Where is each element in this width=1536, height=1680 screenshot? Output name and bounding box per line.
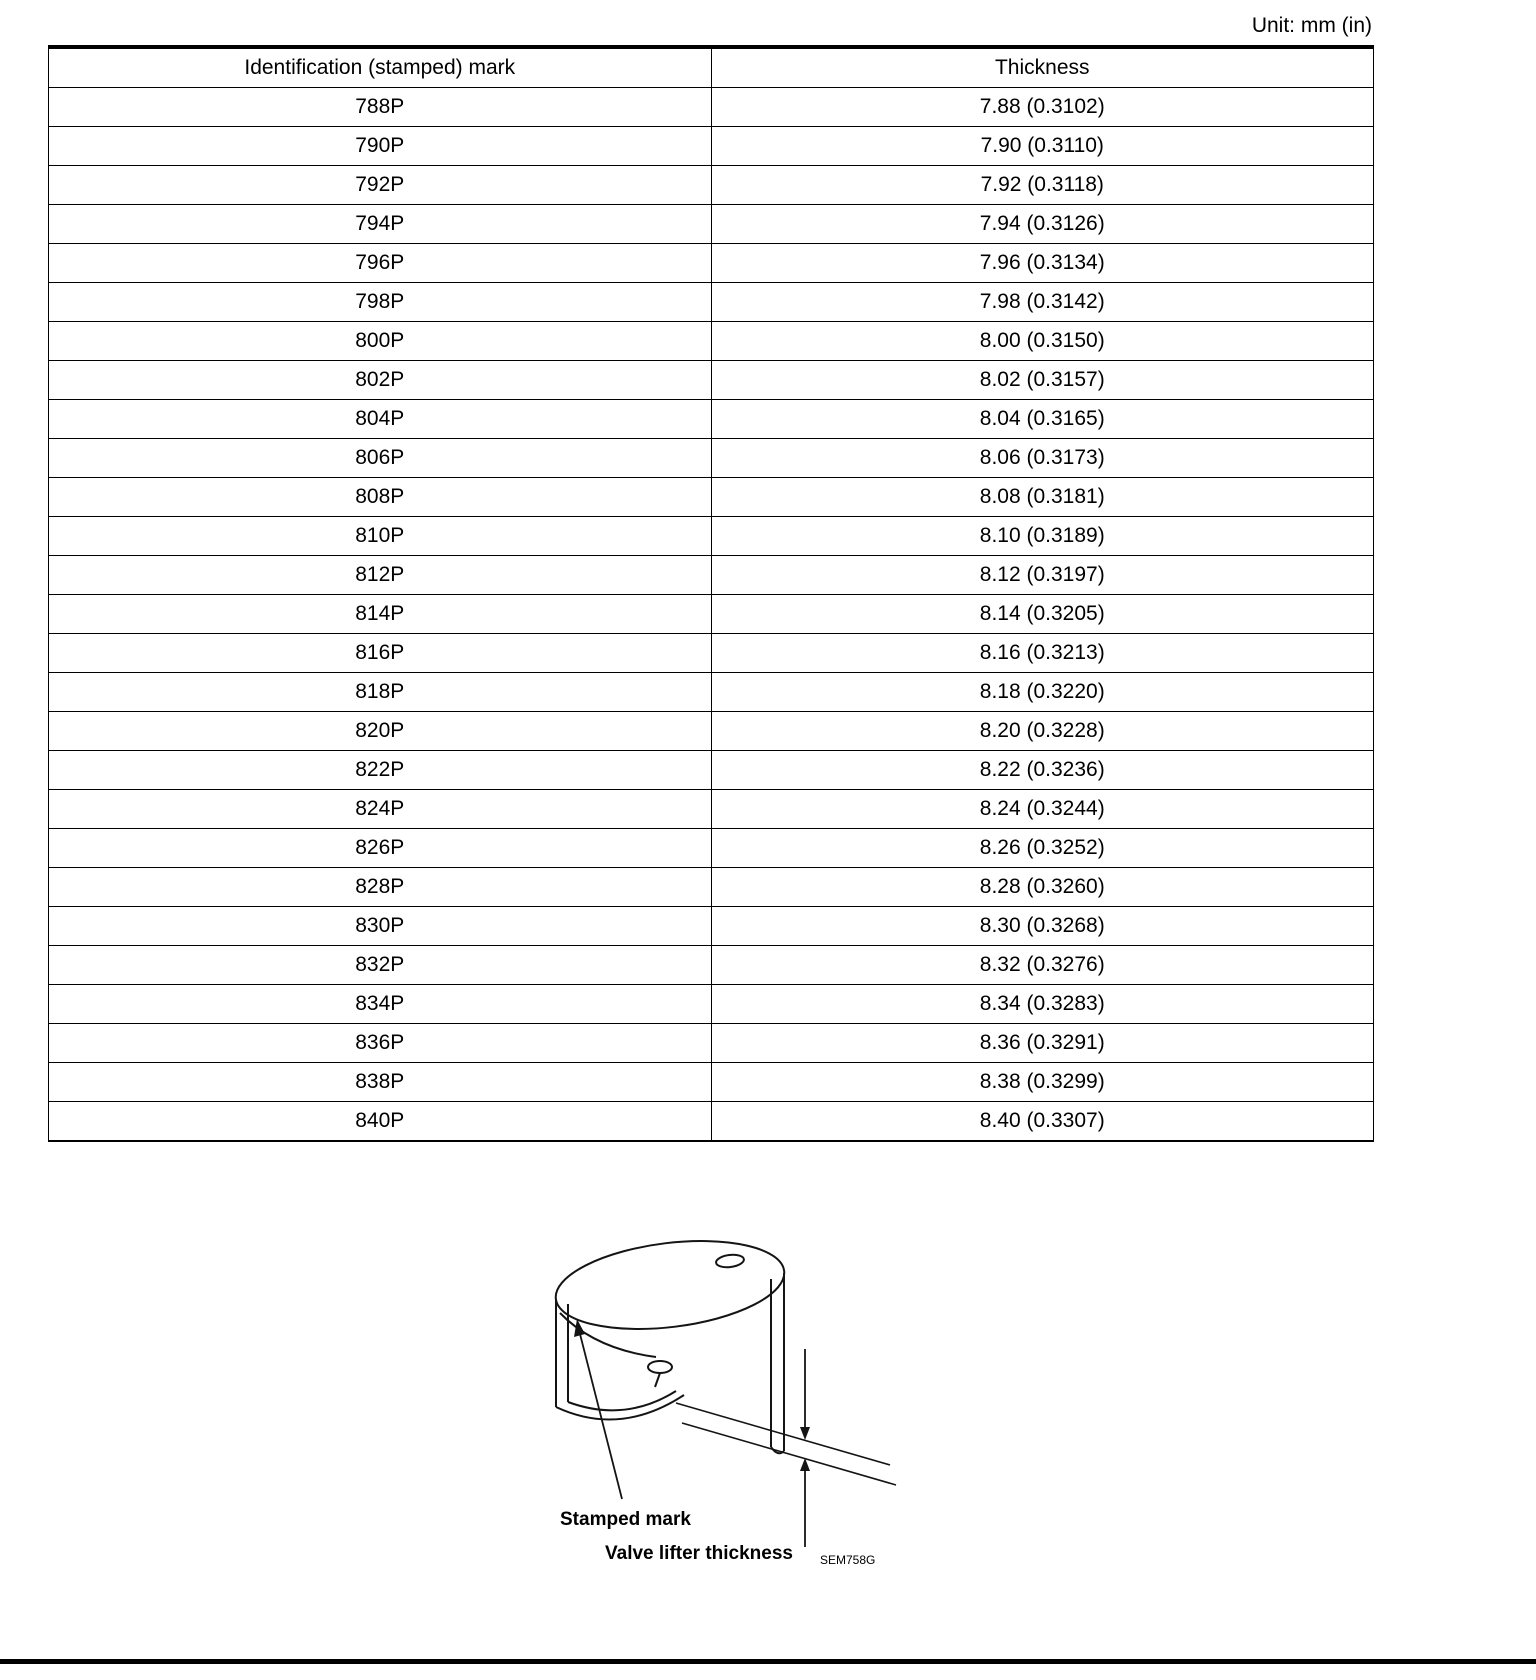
identification-mark-cell: 788P (49, 88, 712, 127)
page-bottom-rule (0, 1659, 1536, 1664)
thickness-cell: 7.96 (0.3134) (711, 244, 1374, 283)
identification-mark-cell: 816P (49, 634, 712, 673)
identification-mark-cell: 804P (49, 400, 712, 439)
header-thickness: Thickness (711, 47, 1374, 88)
table-row (49, 829, 1374, 868)
table-row (49, 517, 1374, 556)
thickness-cell: 8.32 (0.3276) (711, 946, 1374, 985)
thickness-cell: 8.36 (0.3291) (711, 1024, 1374, 1063)
identification-mark-cell: 790P (49, 127, 712, 166)
table-row (49, 205, 1374, 244)
thickness-cell: 8.40 (0.3307) (711, 1102, 1374, 1142)
identification-mark-cell: 796P (49, 244, 712, 283)
table-row (49, 1024, 1374, 1063)
table-row (49, 361, 1374, 400)
thickness-cell: 8.20 (0.3228) (711, 712, 1374, 751)
identification-mark-cell: 840P (49, 1102, 712, 1142)
table-row (49, 1063, 1374, 1102)
table-row (49, 88, 1374, 127)
identification-mark-cell: 830P (49, 907, 712, 946)
identification-mark-cell: 810P (49, 517, 712, 556)
thickness-cell: 8.38 (0.3299) (711, 1063, 1374, 1102)
thickness-cell: 8.30 (0.3268) (711, 907, 1374, 946)
table-row (49, 751, 1374, 790)
table-header (49, 47, 1374, 88)
identification-mark-cell: 836P (49, 1024, 712, 1063)
valve-lifter-thickness-table (48, 45, 1374, 1142)
table-row (49, 1102, 1374, 1142)
header-row (49, 47, 1374, 88)
identification-mark-cell: 798P (49, 283, 712, 322)
unit-label: Unit: mm (in) (1251, 14, 1372, 37)
identification-mark-cell: 826P (49, 829, 712, 868)
arrow-down-icon (800, 1427, 810, 1440)
thickness-cell: 8.24 (0.3244) (711, 790, 1374, 829)
table-row (49, 478, 1374, 517)
thickness-cell: 8.26 (0.3252) (711, 829, 1374, 868)
thickness-cell: 7.92 (0.3118) (711, 166, 1374, 205)
identification-mark-cell: 828P (49, 868, 712, 907)
identification-mark-cell: 806P (49, 439, 712, 478)
table-row (49, 868, 1374, 907)
thickness-cell: 7.90 (0.3110) (711, 127, 1374, 166)
identification-mark-cell: 818P (49, 673, 712, 712)
thickness-reference-lines (676, 1403, 896, 1485)
table-row (49, 166, 1374, 205)
table-row (49, 322, 1374, 361)
identification-mark-cell: 802P (49, 361, 712, 400)
table-row (49, 790, 1374, 829)
thickness-cell: 8.14 (0.3205) (711, 595, 1374, 634)
identification-mark-cell: 824P (49, 790, 712, 829)
table-row (49, 946, 1374, 985)
thickness-cell: 8.00 (0.3150) (711, 322, 1374, 361)
crown-hole-notch (655, 1373, 660, 1387)
identification-mark-cell: 808P (49, 478, 712, 517)
table-row (49, 634, 1374, 673)
thickness-cell: 8.08 (0.3181) (711, 478, 1374, 517)
valve-lifter-thickness-label: Valve lifter thickness (605, 1543, 793, 1564)
crown-center-hole (648, 1361, 672, 1373)
thickness-cell: 8.04 (0.3165) (711, 400, 1374, 439)
table-row (49, 439, 1374, 478)
oil-hole (715, 1253, 744, 1268)
table-row (49, 712, 1374, 751)
table-row (49, 985, 1374, 1024)
thickness-cell: 8.06 (0.3173) (711, 439, 1374, 478)
stamped-mark-label: Stamped mark (560, 1509, 691, 1530)
table-row (49, 673, 1374, 712)
thickness-cell: 8.10 (0.3189) (711, 517, 1374, 556)
header-identification-mark: Identification (stamped) mark (49, 47, 712, 88)
table-row (49, 595, 1374, 634)
identification-mark-cell: 822P (49, 751, 712, 790)
thickness-cell: 8.18 (0.3220) (711, 673, 1374, 712)
identification-mark-cell: 812P (49, 556, 712, 595)
table-row (49, 907, 1374, 946)
identification-mark-cell: 820P (49, 712, 712, 751)
lifter-top-face (551, 1229, 790, 1340)
identification-mark-cell: 794P (49, 205, 712, 244)
thickness-cell: 8.12 (0.3197) (711, 556, 1374, 595)
valve-lifter-body (551, 1229, 790, 1453)
lower-reference-line (682, 1423, 896, 1485)
cutaway-lower-arc (556, 1395, 684, 1420)
table-row (49, 400, 1374, 439)
thickness-cell: 7.98 (0.3142) (711, 283, 1374, 322)
identification-mark-cell: 800P (49, 322, 712, 361)
identification-mark-cell: 814P (49, 595, 712, 634)
identification-mark-cell: 832P (49, 946, 712, 985)
thickness-cell: 7.94 (0.3126) (711, 205, 1374, 244)
figure-code: SEM758G (820, 1553, 876, 1567)
thickness-table-body (49, 88, 1374, 1142)
thickness-cell: 8.34 (0.3283) (711, 985, 1374, 1024)
thickness-measure-line (800, 1349, 810, 1547)
identification-mark-cell: 792P (49, 166, 712, 205)
thickness-cell: 8.02 (0.3157) (711, 361, 1374, 400)
table-row (49, 283, 1374, 322)
identification-mark-cell: 838P (49, 1063, 712, 1102)
thickness-cell: 8.22 (0.3236) (711, 751, 1374, 790)
thickness-cell: 8.16 (0.3213) (711, 634, 1374, 673)
thickness-cell: 8.28 (0.3260) (711, 868, 1374, 907)
valve-lifter-diagram (420, 1197, 980, 1567)
table-row (49, 244, 1374, 283)
identification-mark-cell: 834P (49, 985, 712, 1024)
table-row (49, 556, 1374, 595)
valve-lifter-figure (420, 1197, 980, 1572)
thickness-cell: 7.88 (0.3102) (711, 88, 1374, 127)
table-row (49, 127, 1374, 166)
